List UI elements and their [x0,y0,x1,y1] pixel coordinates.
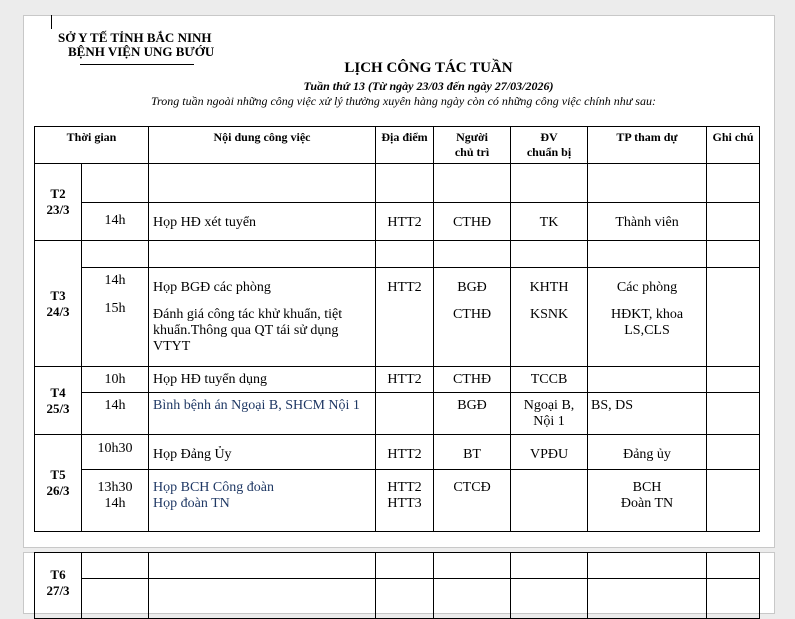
table-row [35,367,760,393]
page-title-text: LỊCH CÔNG TÁC TUẦN [344,60,513,76]
time-cell [82,268,149,367]
host-1: CTCĐ [453,480,491,495]
attend-cell: Đảng ủy [588,435,707,470]
content-cell: Họp HĐ xét tuyển [149,203,376,241]
day-date: 25/3 [46,400,70,416]
attend-cell: BS, DS [588,393,707,435]
schedule-table-continued [34,552,760,619]
content-cell [149,470,376,532]
attend-cell [588,268,707,367]
prep-cell: TCCB [511,367,588,393]
host-cell: CTHĐ [434,203,511,241]
place-2: HTT3 [387,496,422,511]
day-name: T3 [50,287,66,303]
time-2: 14h [104,496,126,511]
day-name: T6 [50,567,66,582]
content-1: Họp BGĐ các phòng [153,280,271,295]
content-2-line-2: khuẩn.Thông qua QT tái sử dụng [153,323,339,338]
attend-2-line-2: LS,CLS [624,323,670,338]
host-cell [434,470,511,532]
col-header-prep [511,127,588,164]
table-row [35,470,760,532]
content-cell: Họp HĐ tuyển dụng [149,367,376,393]
table-row [35,553,760,579]
attend-1: BCH [632,480,662,495]
col-header-time: Thời gian [35,127,149,164]
prep-header-l1: ĐV [540,130,558,144]
host-cell: BT [434,435,511,470]
day-date: 23/3 [46,202,70,217]
org-line-1: SỞ Y TẾ TỈNH BẮC NINH [58,30,212,45]
col-header-place: Địa điểm [376,127,434,164]
page-title [0,60,795,77]
attend-cell [588,470,707,532]
prep-header-l2: chuẩn bị [526,145,572,159]
place-cell: HTT2 [376,435,434,470]
attend-2: Đoàn TN [620,496,674,511]
content-1: Họp BCH Công đoàn [153,480,274,495]
place-1: HTT2 [387,280,422,295]
header-row [35,127,760,164]
prep-cell: TK [511,203,588,241]
content-cell: Họp Đảng Ủy [149,435,376,470]
place-cell: HTT2 [376,203,434,241]
time-cell: 14h [82,203,149,241]
table-row [35,579,760,619]
week-subtitle-text: Tuần thứ 13 (Từ ngày 23/03 đến ngày 27/03/2026) [303,79,554,93]
time-cell: 10h30 [82,435,149,470]
prep-cell: VPĐU [511,435,588,470]
col-header-content: Nội dung công việc [149,127,376,164]
host-cell [434,268,511,367]
host-header-l2: chủ trì [454,145,490,159]
place-cell: HTT2 [376,367,434,393]
time-cell: 14h [82,393,149,435]
day-cell-t4 [35,367,82,435]
intro-text-span: Trong tuần ngoài những công việc xử lý thường xuyên hàng ngày còn có những công việc chính như sau: [151,94,656,108]
table-row [35,435,760,470]
col-header-attend: TP tham dự [588,127,707,164]
day-cell-t3 [35,241,82,367]
attend-cell: Thành viên [588,203,707,241]
time-2: 15h [104,301,126,316]
time-cell [82,470,149,532]
table-row [35,203,760,241]
prep-cell [511,268,588,367]
time-cell: 10h [82,367,149,393]
schedule-table [34,126,760,532]
time-1: 14h [104,273,126,288]
day-name: T5 [50,467,66,482]
host-2: CTHĐ [452,307,492,322]
day-cell-t6 [35,553,82,619]
content-2-line-3: VTYT [153,339,191,354]
attend-1: Các phòng [616,280,678,295]
day-cell-t2 [35,164,82,241]
table-row [35,268,760,367]
prep-2: KSNK [529,307,569,322]
host-cell: BGĐ [434,393,511,435]
prep-line-2: Nội 1 [533,414,565,429]
host-1: BGĐ [457,280,487,295]
table-row [35,241,760,268]
day-cell-t5 [35,435,82,532]
content-2: Họp đoàn TN [153,496,230,511]
content-cell [149,268,376,367]
org-line-2: BỆNH VIỆN UNG BƯỚU [68,44,215,59]
day-name: T2 [50,186,66,201]
day-date: 24/3 [46,303,70,319]
week-subtitle [0,79,795,94]
prep-cell [511,393,588,435]
table-row [35,164,760,203]
prep-line-1: Ngoại B, [523,398,575,413]
time-1: 13h30 [97,480,133,495]
prep-1: KHTH [529,280,569,295]
content-2-line-1: Đánh giá công tác khử khuẩn, tiệt [153,307,343,322]
attend-2-line-1: HĐKT, khoa [610,307,684,322]
day-name: T4 [50,384,66,400]
col-header-note: Ghi chú [707,127,760,164]
host-header-l1: Người [456,130,488,144]
place-1: HTT2 [387,480,422,495]
col-header-host [434,127,511,164]
day-date: 26/3 [46,483,70,498]
table-row [35,393,760,435]
host-cell: CTHĐ [434,367,511,393]
content-cell: Bình bệnh án Ngoại B, SHCM Nội 1 [149,393,376,435]
place-cell [376,268,434,367]
text-cursor [51,15,52,29]
place-cell [376,470,434,532]
day-date: 27/3 [46,583,70,598]
intro-text [0,94,795,109]
